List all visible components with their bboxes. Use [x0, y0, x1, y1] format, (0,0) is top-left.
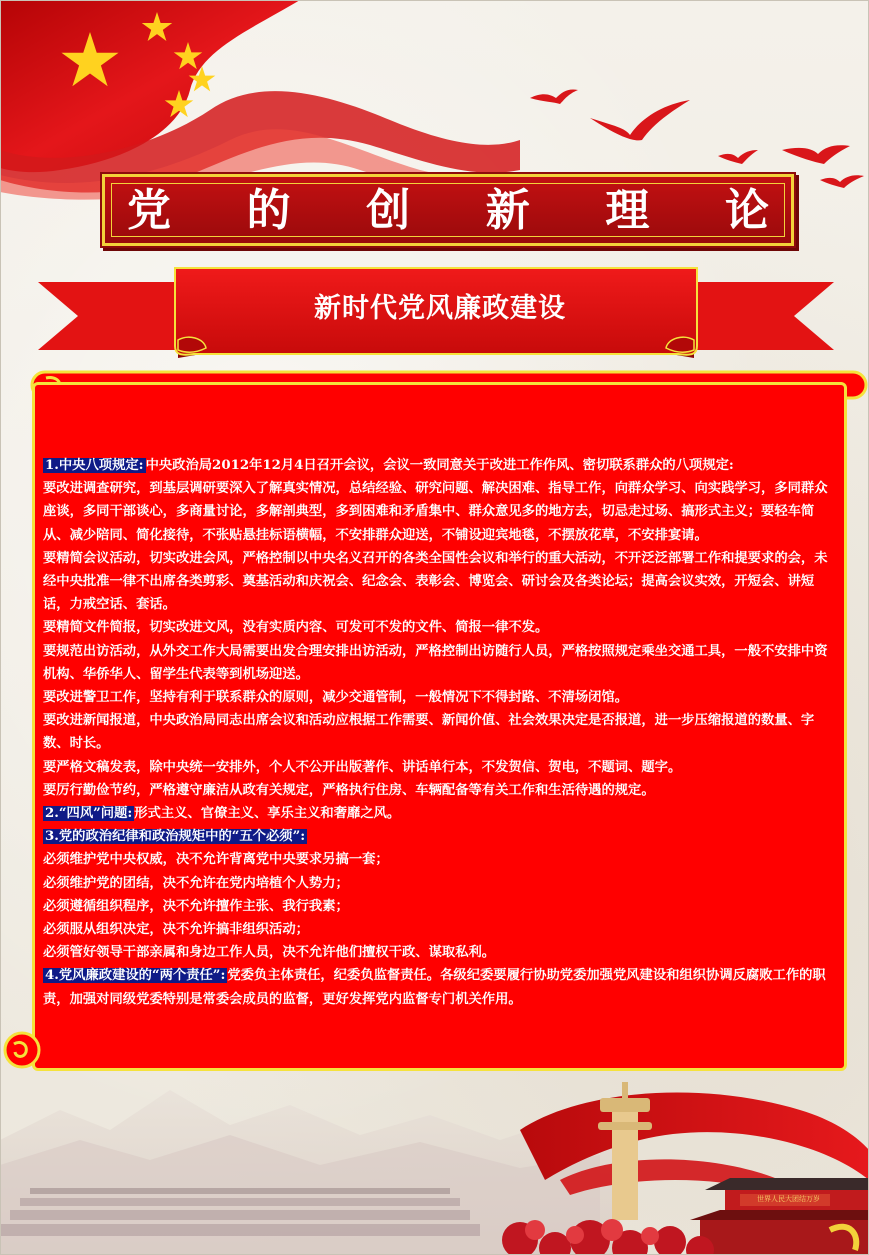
star-icon [164, 90, 194, 120]
bottom-scenery-decoration [0, 1070, 869, 1255]
list-item: 要精简会议活动，切实改进会风，严格控制以中央名义召开的各类全国性会议和举行的重大活动，不开泛泛部署工作和提要求的会，未经中央批准一律不出席各类剪彩、奠基活动和庆祝会、纪念会、表彰会、博览会、研讨会及各类论坛；提高会议实效，开短会、讲短话，力戒空话、套话。 [43, 550, 828, 613]
red-flag-decoration [0, 0, 520, 200]
section-text: 中央政治局2012年12月4日召开会议，会议一致同意关于改进工作作风、密切联系群众的八项规定: [145, 458, 734, 473]
section-label: 3.党的政治纪律和政治规矩中的“五个必须”: [45, 829, 306, 845]
page-title [105, 183, 791, 239]
list-item: 要规范出访活动，从外交工作大局需要出发合理安排出访活动，严格控制出访随行人员，严格按照规定乘坐交通工具，一般不安排中资机构、华侨华人、留学生代表等到机场迎送。 [43, 643, 828, 682]
list-item: 必须维护党的团结，决不允许在党内培植个人势力； [43, 875, 349, 891]
content-body [43, 454, 835, 1011]
section-heading [43, 454, 835, 477]
list-item: 必须遵循组织程序，决不允许擅作主张、我行我素； [43, 898, 349, 914]
title-char: 党 [127, 185, 171, 236]
title-char: 新 [485, 185, 530, 236]
section-text: 形式主义、官僚主义、享乐主义和奢靡之风。 [134, 806, 401, 822]
section-label: 4.党风廉政建设的“两个责任”: [45, 968, 226, 984]
list-item: 要改进警卫工作，坚持有利于联系群众的原则，减少交通管制，一般情况下不得封路、不清场闭馆。 [43, 690, 629, 706]
building-sign: 世界人民大团结万岁 [757, 1195, 820, 1203]
section-label: 1.中央八项规定: [45, 458, 144, 473]
list-item: 要严格文稿发表，除中央统一安排外，个人不公开出版著作、讲话单行本，不发贺信、贺电，不题词、题字。 [43, 759, 682, 775]
subtitle: 新时代党风廉政建设 [314, 293, 566, 324]
list-item: 要改进新闻报道，中央政治局同志出席会议和活动应根据工作需要、新闻价值、社会效果决定是否报道，进一步压缩报道的数量、字数、时长。 [43, 713, 815, 752]
list-item: 必须管好领导干部亲属和身边工作人员，决不允许他们擅权干政、谋取私利。 [43, 945, 496, 961]
section-heading [43, 802, 835, 825]
title-char: 的 [246, 185, 291, 236]
scroll-bottom-curl [2, 1030, 42, 1070]
section-heading [43, 964, 835, 1010]
title-char: 理 [605, 185, 650, 236]
title-char: 创 [366, 185, 411, 236]
section-text: 党委负主体责任，纪委负监督责任。各级纪委要履行协助党委加强党风建设和组织协调反腐败工作的职责，加强对同级党委特别是常委会成员的监督，更好发挥党内监督专门机关作用。 [43, 968, 826, 1007]
title-banner [102, 174, 794, 246]
list-item: 要厉行勤俭节约，严格遵守廉洁从政有关规定，严格执行住房、车辆配备等有关工作和生活待遇的规定。 [43, 782, 655, 798]
list-item: 必须服从组织决定，决不允许搞非组织活动； [43, 922, 309, 938]
list-item: 要精简文件简报，切实改进文风，没有实质内容、可发可不发的文件、简报一律不发。 [43, 620, 549, 636]
section-label: 2.“四风”问题: [45, 806, 133, 822]
list-item: 要改进调查研究，到基层调研要深入了解真实情况，总结经验、研究问题、解决困难、指导工作，向群众学习、向实践学习，多同群众座谈，多同干部谈心，多商量讨论，多解剖典型，多到困难和矛盾集中、群众意见多的地方去，切忌走过场、搞形式主义；要轻车简从、减少陪同、简化接待，不张贴悬挂标语横幅，不安排群众迎送，不铺设迎宾地毯，不摆放花草，不安排宴请。 [43, 481, 828, 543]
title-char: 论 [724, 185, 769, 236]
section-heading [43, 825, 835, 848]
list-item: 必须维护党中央权威，决不允许背离党中央要求另搞一套； [43, 852, 389, 868]
star-icon [60, 32, 120, 92]
star-icon [141, 12, 173, 44]
